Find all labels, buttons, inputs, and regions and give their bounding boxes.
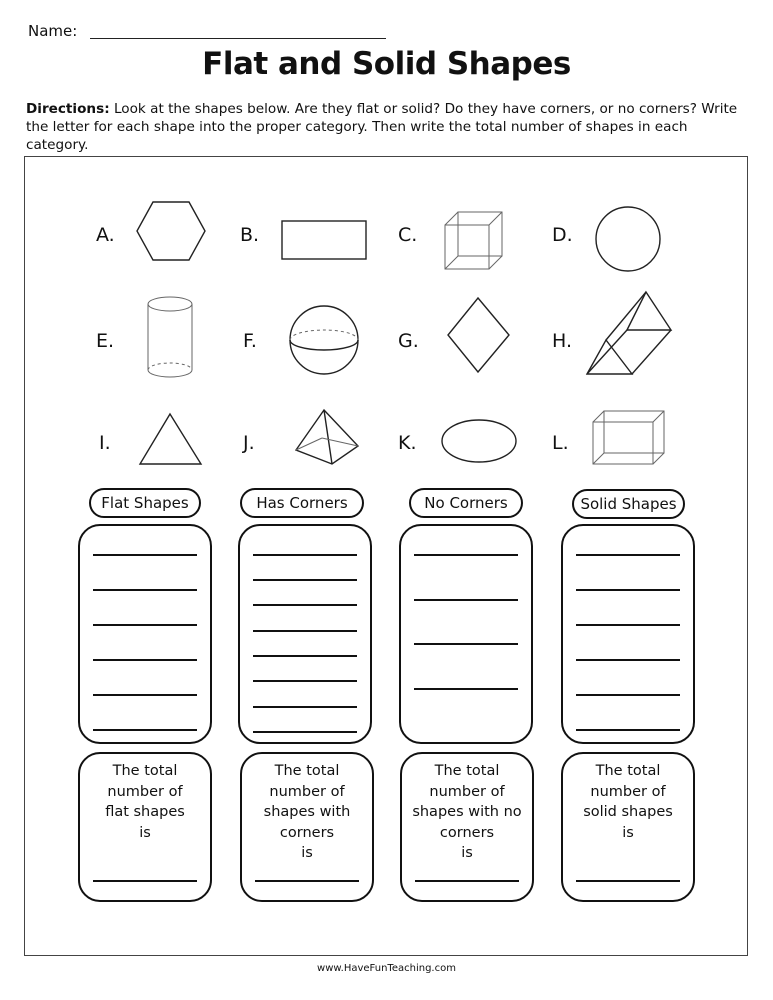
no-corners-total-text: The total number of shapes with no corners is: [412, 763, 522, 861]
rhombus-icon: [447, 297, 511, 375]
answer-line[interactable]: [93, 659, 197, 661]
answer-line[interactable]: [93, 694, 197, 696]
footer-site: www.HaveFunTeaching.com: [317, 963, 456, 974]
answer-line[interactable]: [414, 643, 518, 645]
answer-line[interactable]: [93, 554, 197, 556]
answer-line[interactable]: [93, 729, 197, 731]
answer-line[interactable]: [253, 604, 357, 606]
pyramid-icon: [294, 408, 362, 468]
shape-letter-h: H.: [552, 330, 572, 352]
no-corners-answer-box: [399, 524, 533, 744]
answer-line[interactable]: [576, 694, 680, 696]
total-answer-line[interactable]: [576, 880, 680, 882]
has-corners-answer-box: [238, 524, 372, 744]
answer-line[interactable]: [253, 706, 357, 708]
shape-letter-d: D.: [552, 224, 573, 246]
flat-shapes-answer-box: [78, 524, 212, 744]
directions-label: Directions:: [26, 101, 110, 117]
total-answer-line[interactable]: [415, 880, 519, 882]
shape-letter-f: F.: [243, 330, 257, 352]
rectangle-icon: [281, 220, 369, 262]
solid-shapes-total-text: The total number of solid shapes is: [583, 763, 673, 841]
shape-letter-a: A.: [96, 224, 115, 246]
answer-line[interactable]: [253, 655, 357, 657]
answer-line[interactable]: [414, 554, 518, 556]
answer-line[interactable]: [93, 624, 197, 626]
answer-line[interactable]: [253, 579, 357, 581]
category-flat-shapes: Flat Shapes: [89, 488, 201, 518]
oval-icon: [440, 418, 520, 466]
solid-shapes-answer-box: [561, 524, 695, 744]
category-no-corners: No Corners: [409, 488, 523, 518]
shape-letter-j: J.: [243, 432, 255, 454]
triangular-prism-icon: [586, 290, 674, 378]
sphere-icon: [289, 305, 361, 377]
circle-icon: [595, 206, 663, 274]
shape-letter-g: G.: [398, 330, 419, 352]
answer-line[interactable]: [576, 624, 680, 626]
answer-line[interactable]: [93, 589, 197, 591]
triangle-icon: [139, 412, 203, 468]
shape-letter-l: L.: [552, 432, 569, 454]
answer-line[interactable]: [253, 554, 357, 556]
answer-line[interactable]: [576, 554, 680, 556]
answer-line[interactable]: [576, 659, 680, 661]
flat-shapes-total-text: The total number of flat shapes is: [105, 763, 185, 841]
rectangular-prism-icon: [592, 410, 668, 466]
shape-letter-i: I.: [99, 432, 111, 454]
answer-line[interactable]: [414, 599, 518, 601]
total-answer-line[interactable]: [255, 880, 359, 882]
name-label: Name:: [28, 22, 78, 40]
category-solid-shapes: Solid Shapes: [572, 489, 685, 519]
directions: [26, 100, 746, 154]
answer-line[interactable]: [576, 589, 680, 591]
answer-line[interactable]: [253, 731, 357, 733]
total-answer-line[interactable]: [93, 880, 197, 882]
cube-icon: [444, 211, 504, 271]
shape-letter-e: E.: [96, 330, 115, 352]
answer-line[interactable]: [414, 688, 518, 690]
shape-letter-c: C.: [398, 224, 418, 246]
shape-letter-k: K.: [398, 432, 417, 454]
answer-line[interactable]: [253, 630, 357, 632]
hexagon-icon: [136, 200, 208, 264]
page-title: Flat and Solid Shapes: [202, 46, 571, 82]
answer-line[interactable]: [253, 680, 357, 682]
name-write-line[interactable]: [90, 38, 386, 39]
directions-text: Look at the shapes below. Are they flat or solid? Do they have corners, or no corners? Write the letter for each shape into the proper category. Then write the total number of shapes in each category.: [26, 101, 738, 153]
has-corners-total-text: The total number of shapes with corners is: [263, 763, 351, 861]
cylinder-icon: [146, 296, 196, 382]
answer-line[interactable]: [576, 729, 680, 731]
shape-letter-b: B.: [240, 224, 260, 246]
category-has-corners: Has Corners: [240, 488, 364, 518]
